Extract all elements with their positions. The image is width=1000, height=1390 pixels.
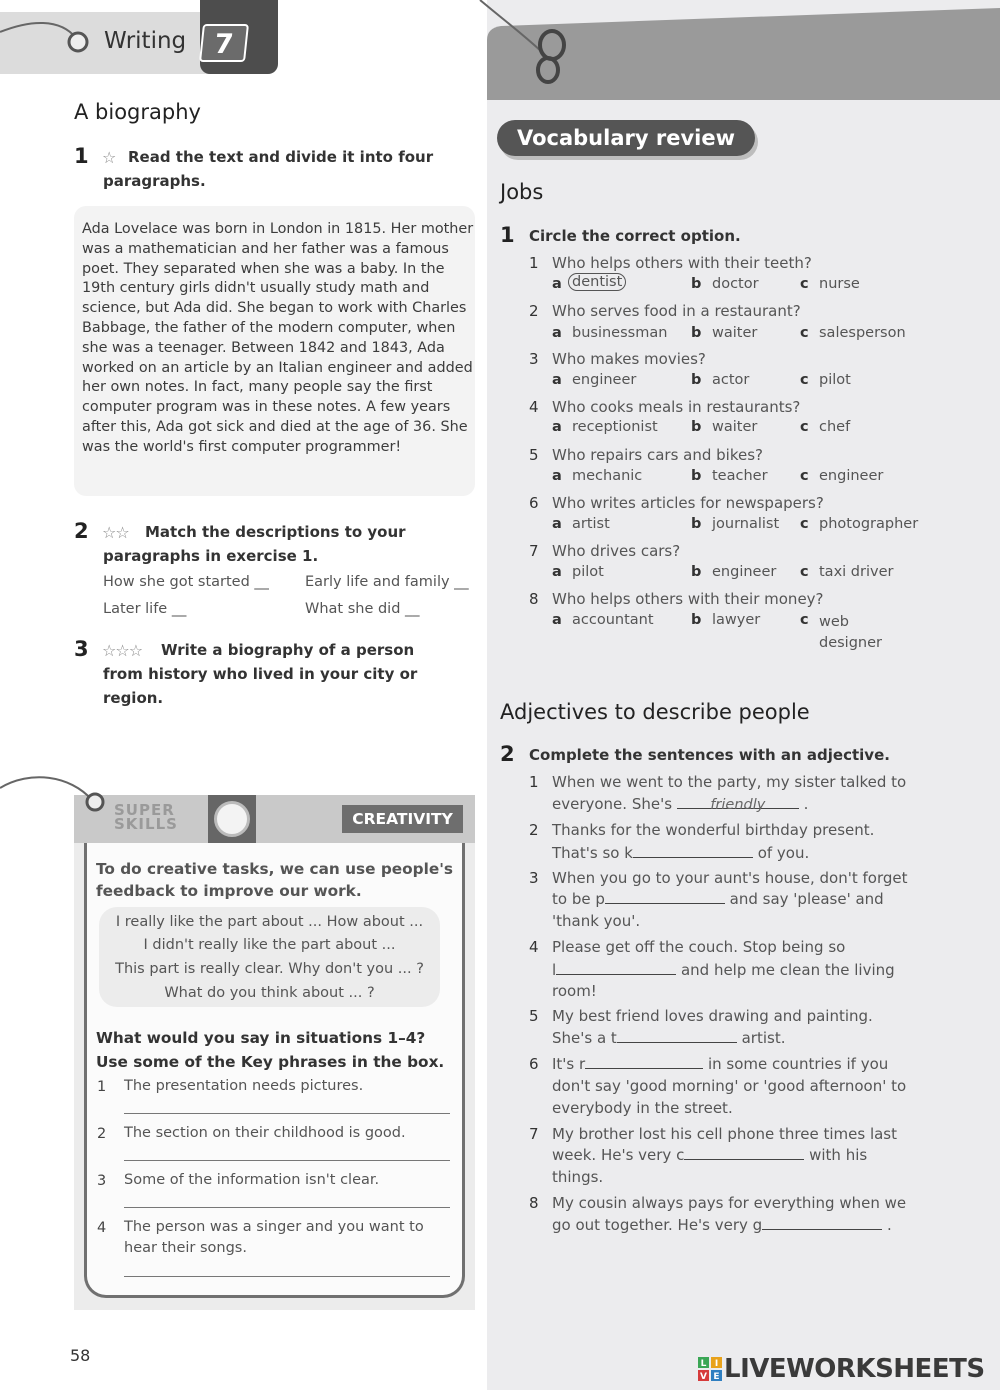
item-number: 4 [529, 938, 539, 956]
match-item[interactable]: Later life __ [103, 601, 187, 617]
jobs-title: Jobs [500, 180, 544, 204]
situation-text: The person was a singer and you want to hear their songs. [124, 1219, 424, 1256]
key-phrase: I really like the part about ... How about ... [115, 914, 424, 930]
answer-line[interactable] [124, 1207, 450, 1208]
item-number: 2 [97, 1126, 107, 1142]
option-c[interactable]: photographer [819, 516, 919, 532]
logo-letter: E [713, 1372, 720, 1381]
item-number: 6 [529, 1055, 539, 1073]
answer-blank[interactable] [762, 1216, 882, 1230]
sentence-line: don't say 'good morning' or 'good afternoon' to [552, 1077, 907, 1095]
exercise-number: 1 [74, 144, 89, 168]
string-clip-icon [0, 0, 120, 70]
option-a[interactable]: mechanic [572, 468, 643, 484]
liveworksheets-watermark: LIVEWORKSHEETS [724, 1354, 985, 1384]
item-number: 3 [529, 869, 539, 887]
sentence-line: go out together. He's very g . [552, 1216, 892, 1234]
super-skills-logo: SUPER SKILLS [114, 801, 178, 833]
adjectives-title: Adjectives to describe people [500, 700, 810, 724]
unit-number: 7 [199, 24, 249, 62]
exercise-number: 2 [500, 742, 515, 766]
sentence-line: My cousin always pays for everything when we [552, 1194, 907, 1212]
key-phrase: What do you think about ... ? [164, 985, 375, 1001]
section-title: Writing [104, 28, 187, 54]
sentence-line: My best friend loves drawing and painting. [552, 1007, 873, 1025]
biography-passage: Ada Lovelace was born in London in 1815. Her mother was a mathematician and her father was a famous poet. They separated when she was a baby. In the 19th century girls didn't usually study math and science, but Ada did. She began to work with Charles Babbage, the father of the modern computer, when she was a teenager. Between 1842 and 1843, Ada worked on an article by an Italian engineer and added her own notes. In fact, many people say the first computer program was in these notes. A few years after this, Ada got sick and died at the age of 36. She was the world's first computer programmer! [82, 221, 474, 455]
answer-blank[interactable] [633, 844, 753, 858]
sentence-line: My brother lost his cell phone three times last [552, 1125, 898, 1143]
item-number: 8 [529, 1194, 539, 1212]
situation-text: Some of the information isn't clear. [124, 1172, 380, 1188]
option-b[interactable]: waiter [712, 419, 758, 435]
item-number: 4 [97, 1220, 107, 1236]
option-a[interactable]: accountant [572, 612, 654, 628]
match-item[interactable]: Early life and family __ [305, 574, 469, 590]
logo-letter: V [700, 1372, 707, 1381]
sentence-line: Thanks for the wonderful birthday present. [552, 821, 875, 839]
option-c[interactable]: pilot [819, 372, 851, 388]
option-c[interactable]: web designer [819, 614, 882, 651]
sentence-line: 'thank you'. [552, 912, 641, 930]
exercise-instruction: Circle the correct option. [529, 227, 741, 245]
option-b[interactable]: lawyer [712, 612, 761, 628]
option-b[interactable]: actor [712, 372, 750, 388]
star-icon: ☆☆☆ [102, 641, 143, 660]
sentence-line: room! [552, 982, 597, 1000]
option-a[interactable]: businessman [572, 325, 668, 341]
option-b[interactable]: journalist [712, 516, 780, 532]
sentence-line: things. [552, 1168, 604, 1186]
answer-line[interactable] [124, 1276, 450, 1277]
match-item[interactable]: How she got started __ [103, 574, 269, 590]
sentence-line: everybody in the street. [552, 1099, 733, 1117]
exercise-instruction: Write a biography of a person from history who lived in your city or region. [103, 641, 418, 707]
situation-text: The presentation needs pictures. [124, 1078, 364, 1094]
item-number: 5 [529, 1007, 539, 1025]
option-c[interactable]: taxi driver [819, 564, 894, 580]
item-number: 7 [529, 1125, 539, 1143]
sentence-line: It's r in some countries if you [552, 1055, 889, 1073]
sentence-line: week. He's very c with his [552, 1146, 868, 1164]
option-c[interactable]: engineer [819, 468, 884, 484]
match-item[interactable]: What she did __ [305, 601, 420, 617]
logo-letter: I [714, 1359, 719, 1369]
option-b[interactable]: teacher [712, 468, 768, 484]
option-c[interactable]: chef [819, 419, 851, 435]
sentence-line: That's so k of you. [552, 844, 810, 862]
page-number: 58 [70, 1346, 91, 1365]
option-a[interactable]: engineer [572, 372, 637, 388]
sentence-line: When you go to your aunt's house, don't forget [552, 869, 908, 887]
string-clip-icon [0, 770, 120, 820]
answer-blank[interactable] [617, 1029, 737, 1043]
page-title: A biography [74, 100, 201, 124]
option-a[interactable]: dentist [568, 273, 626, 291]
sentence-line: Please get off the couch. Stop being so [552, 938, 846, 956]
option-b[interactable]: engineer [712, 564, 777, 580]
super-skills-question: What would you say in situations 1–4? Use some of the Key phrases in the box. [96, 1029, 445, 1071]
answer-line[interactable] [124, 1113, 450, 1114]
creativity-label: CREATIVITY [342, 805, 463, 833]
exercise-number: 1 [500, 223, 515, 247]
exercise-number: 3 [74, 637, 89, 661]
star-icon: ☆☆ [102, 523, 129, 542]
sentence-line: When we went to the party, my sister talked to [552, 773, 907, 791]
key-phrase: I didn't really like the part about ... [143, 937, 396, 953]
exercise-instruction: Complete the sentences with an adjective. [529, 746, 890, 764]
exercise-instruction: Match the descriptions to your paragraphs in exercise 1. [103, 523, 406, 565]
situation-text: The section on their childhood is good. [124, 1125, 406, 1141]
vocabulary-review-banner: Vocabulary review [517, 126, 735, 150]
creativity-badge-icon [214, 801, 250, 837]
item-number: 3 [97, 1173, 107, 1189]
option-a[interactable]: pilot [572, 564, 604, 580]
sentence-line: She's a t artist. [552, 1029, 786, 1047]
string-clip-icon [470, 0, 590, 95]
option-c[interactable]: salesperson [819, 325, 906, 341]
option-c[interactable]: nurse [819, 276, 860, 292]
example-answer: friendly [677, 795, 799, 809]
exercise-instruction: Read the text and divide it into four paragraphs. [103, 148, 434, 190]
super-skills-intro: To do creative tasks, we can use people's feedback to improve our work. [96, 860, 454, 900]
answer-blank[interactable] [585, 1055, 703, 1069]
option-a[interactable]: receptionist [572, 419, 658, 435]
logo-letter: L [700, 1359, 707, 1369]
liveworksheets-logo-icon [698, 1357, 722, 1381]
answer-line[interactable] [124, 1160, 450, 1161]
key-phrase: This part is really clear. Why don't you ... ? [115, 961, 424, 977]
option-b[interactable]: doctor [712, 276, 759, 292]
option-a[interactable]: artist [572, 516, 610, 532]
sentence-line: to be p and say 'please' and [552, 890, 884, 908]
star-icon: ☆ [102, 148, 116, 167]
item-number: 2 [529, 821, 539, 839]
item-number: 1 [529, 773, 539, 791]
item-number: 1 [97, 1079, 107, 1095]
option-b[interactable]: waiter [712, 325, 758, 341]
answer-blank[interactable] [556, 961, 676, 975]
exercise-number: 2 [74, 519, 89, 543]
sentence-line: everyone. She's friendly . [552, 795, 809, 813]
answer-blank[interactable] [605, 890, 725, 904]
sentence-line: l and help me clean the living [552, 961, 895, 979]
answer-blank[interactable] [684, 1146, 804, 1160]
